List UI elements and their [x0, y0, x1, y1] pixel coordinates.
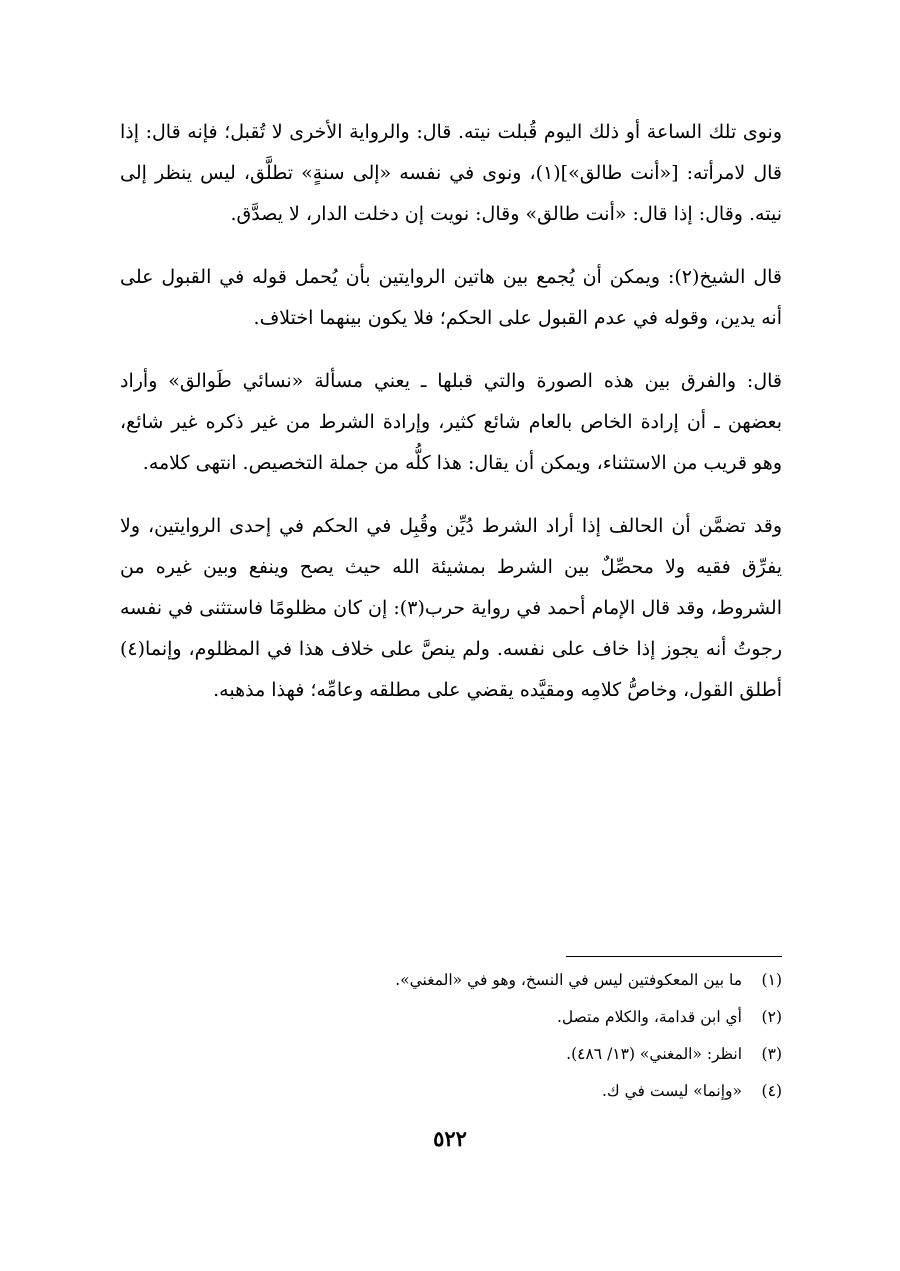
paragraph-4: وقد تضمَّن أن الحالف إذا أراد الشرط دُيِّن وقُبِل في الحكم في إحدى الروايتين، ولا يفرِّق فقيه ولا محصِّلٌ بين الشرط بمشيئة الله حيث يصح وينفع وبين غيره من الشروط، وقد قال الإمام أحمد في رواية حرب(٣): إن كان مظلومًا فاستثنى في نفسه رجوتُ أنه يجوز إذا خاف على نفسه. ولم ينصَّ على خلاف هذا في المظلوم، وإنما(٤) أطلق القول، وخاصُّ كلامِه ومقيَّده يقضي على مطلقه وعامِّه؛ فهذا مذهبه. [120, 515, 782, 701]
paragraph-1: ونوى تلك الساعة أو ذلك اليوم قُبلت نيته. قال: والرواية الأخرى لا تُقبل؛ فإنه قال: إذا قال لامرأته: [«أنت طالق»](١)، ونوى في نفسه «إلى سنةٍ» تطلَّق، ليس ينظر إلى نيته. وقال: إذا قال: «أنت طالق» وقال: نويت إن دخلت الدار، لا يصدَّق. [120, 121, 782, 225]
footnote-text: أي ابن قدامة، والكلام متصل. [556, 1008, 742, 1026]
footnote-number: (٤) [761, 1082, 782, 1100]
paragraph-2: قال الشيخ(٢): ويمكن أن يُجمع بين هاتين الروايتين بأن يُحمل قوله في القبول على أنه يدين، وقوله في عدم القبول على الحكم؛ فلا يكون بينهما اختلاف. [120, 266, 782, 329]
paragraph-3: قال: والفرق بين هذه الصورة والتي قبلها ـ يعني مسألة «نسائي طَوالق» وأراد بعضهن ـ أن إرادة الخاص بالعام شائع كثير، وإرادة الشرط من غير ذكره غير شائع، وهو قريب من الاستثناء، ويمكن أن يقال: هذا كلُّه من جملة التخصيص. انتهى كلامه. [120, 370, 782, 474]
main-text [120, 112, 782, 733]
footnote-number: (٣) [761, 1045, 782, 1063]
footnote-text: ما بين المعكوفتين ليس في النسخ، وهو في «المغني». [395, 971, 742, 989]
footnote-text: انظر: «المغني» (١٣/ ٤٨٦). [566, 1045, 742, 1063]
footnote-2 [120, 999, 782, 1036]
footnote-1 [120, 962, 782, 999]
footnotes-list [120, 962, 782, 1110]
page-number: ٥٢٢ [433, 1126, 467, 1151]
footnote-number: (٢) [761, 1008, 782, 1026]
footnote-number: (١) [761, 971, 782, 989]
footnote-4 [120, 1073, 782, 1110]
footnote-separator [566, 956, 782, 957]
footnote-text: «وإنما» ليست في ك. [601, 1082, 742, 1100]
footnote-3 [120, 1036, 782, 1073]
